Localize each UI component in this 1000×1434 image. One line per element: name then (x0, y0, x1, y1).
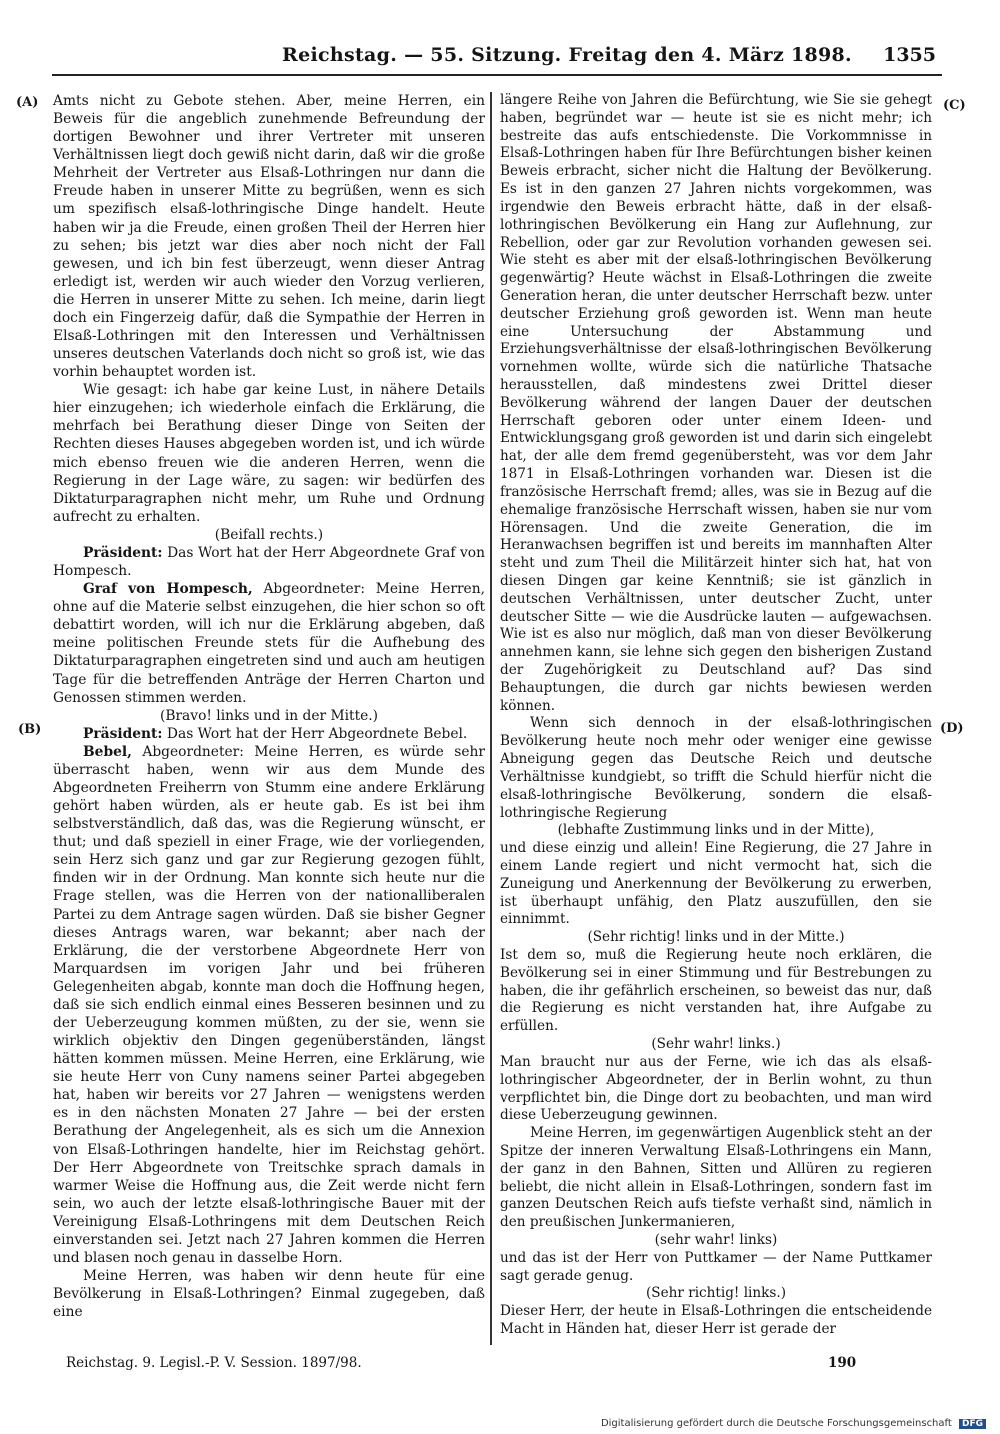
speech-text: Abgeordneter: Meine Herren, es würde sehr überrascht haben, wenn wir aus dem Munde des Abgeordneten Freiherrn von Stumm eine andere Erklärung gehört haben würden, als er heute gab. Es ist bei ihm selbstverständlich, daß das, was die Regierung wünscht, er thut; und daß speziell in einer Frage, wie der vorliegenden, sein Herz sich ganz und gar zur Regierung gezogen fühlt, finden wir in der Ordnung. Man konnte sich heute nur die Frage stellen, was die Herren von der nationalliberalen Partei zu dem Antrage sagen würden. Daß sie bisher Gegner dieses Antrags waren, war bekannt; aber nach der Erklärung, die der verstorbene Abgeordnete Herr von Marquardsen im vorigen Jahr und bei früheren Gelegenheiten abgab, konnte man doch die Hoffnung hegen, daß sie sich endlich einmal eines Besseren besinnen und zu der Ueberzeugung kommen müßten, zu der sie, wenn sie wirklich objektiv den Dingen gegenüberständen, längst hätten kommen müssen. Meine Herren, eine Erklärung, wie sie heute Herr von Cuny namens seiner Partei abgegeben hat, haben wir bereits vor 27 Jahren — wenigstens werden es in den nächsten Monaten 27 Jahre — bei der ersten Berathung der Angelegenheit, als es sich um die Annexion von Elsaß-Lothringen handelte, hier im Reichstag gehört. Der Herr Abgeordnete von Treitschke sprach damals in warmer Weise die Hoffnung aus, die Zeit werde nicht fern sein, wo auch der letzte elsaß-lothringische Bauer mit der Vereinigung Elsaß-Lothringens mit dem Deutschen Reich einverstanden sei. Jetzt nach 27 Jahren kommen die Herren und blasen noch genau in dasselbe Horn. (53, 743, 485, 1266)
body-paragraph: Wie gesagt: ich habe gar keine Lust, in nähere Details hier einzugehen; ich wiederhole einfach die Erklärung, die mehrfach bei Berathung dieser Dinge von Seiten der Rechten dieses Hauses abgegeben worden ist, und ich würde mich ebenso freuen wie die anderen Herren, wenn die Regierung in der Lage wäre, zu sagen: wir bedürfen des Diktaturparagraphen nicht mehr, um Ruhe und Ordnung aufrecht zu erhalten. (53, 382, 485, 525)
page-header (52, 40, 942, 76)
credit-text: Digitalisierung gefördert durch die Deutsche Forschungsgemeinschaft (600, 1418, 952, 1429)
body-paragraph: und das ist der Herr von Puttkamer — der Name Puttkamer sagt gerade genug. (500, 1249, 932, 1284)
speaker-paragraph (53, 580, 485, 707)
right-column (500, 92, 932, 1339)
interjection: (Sehr richtig! links und in der Mitte.) (587, 929, 845, 946)
margin-marker-c: (C) (943, 98, 966, 113)
speech-text: Das Wort hat der Herr Abgeordnete Bebel. (162, 725, 468, 742)
speech-text: Das Wort hat der Herr Abgeordnete Graf von Hompesch. (53, 544, 485, 580)
margin-marker-b: (B) (18, 722, 42, 737)
speaker-paragraph (53, 544, 485, 580)
body-paragraph: Wenn sich dennoch in der elsaß-lothringischen Bevölkerung heute noch mehr oder weniger eine gewisse Abneigung gegen das Deutsche Reich und deutsche Verhältnisse kundgiebt, so trifft die Schuld hierfür nicht die elsaß-lothringische Bevölkerung, sondern die elsaß-lothringische Regierung (500, 715, 932, 821)
speaker-paragraph (53, 725, 485, 743)
speaker-name: Bebel, (83, 743, 132, 760)
body-paragraph: Amts nicht zu Gebote stehen. Aber, meine Herren, ein Beweis für die angeblich zunehmende Befreundung der dortigen Bewohner und ihrer Vertreter mit unseren Verhältnissen liegt doch gewiß nicht darin, daß wir die große Mehrheit der Vertreter aus Elsaß-Lothringen nur dann die Freude haben in unserer Mitte zu begrüßen, wenn es sich um spezifisch elsaß-lothringische Dinge handelt. Heute haben wir ja die Freude, einen großen Theil der Herren hier zu sehen; bis jetzt war dies aber noch nicht der Fall gewesen, und ich bin fest überzeugt, wenn dieser Antrag erledigt ist, werden wir auch wieder den Vorzug verlieren, die Herren in unserer Mitte zu sehen. Ich meine, darin liegt doch ein Fingerzeig dafür, daß die Sympathie der Herren in Elsaß-Lothringen mit den Interessen und Verhältnissen unseres deutschen Vaterlands doch nicht so groß ist, wie das vorhin behauptet worden ist. (53, 93, 485, 381)
speaker-paragraph (53, 743, 485, 1267)
body-paragraph: Ist dem so, muß die Regierung heute noch erklären, die Bevölkerung sei in einer Stimmung und für Bestrebungen zu haben, die ihr gefährlich erscheinen, so beweist das nur, daß die Regierung es nicht verstanden hat, ihre Aufgabe zu erfüllen. (500, 947, 932, 1035)
footer-session-info: Reichstag. 9. Legisl.-P. V. Session. 1897/98. (66, 1355, 362, 1371)
footer-sheet-number: 190 (828, 1355, 857, 1371)
column-divider (490, 92, 492, 1345)
interjection: (Beifall rechts.) (214, 526, 324, 543)
margin-marker-a: (A) (16, 95, 39, 110)
interjection: (sehr wahr! links) (654, 1232, 778, 1248)
speaker-name: Präsident: (83, 544, 163, 561)
dfg-logo: DFG (959, 1419, 986, 1429)
interjection: (Sehr richtig! links.) (645, 1285, 787, 1302)
body-paragraph: Man braucht nur aus der Ferne, wie ich das als elsaß-lothringischer Abgeordneter, der in Berlin wohnt, zu thun verpflichtet bin, die Dinge dort zu beobachten, und man wird diese Ueberzeugung gewinnen. (500, 1053, 932, 1124)
page-number: 1355 (883, 44, 936, 66)
interjection: (Sehr wahr! links.) (651, 1036, 781, 1053)
margin-marker-d: (D) (940, 721, 964, 736)
interjection: (Bravo! links und in der Mitte.) (159, 707, 379, 724)
left-column (53, 92, 485, 1321)
speaker-name: Graf von Hompesch, (83, 581, 253, 598)
header-title: Reichstag. — 55. Sitzung. Freitag den 4. März 1898. (282, 44, 852, 66)
speech-text: Abgeordneter: Meine Herren, ohne auf die Materie selbst einzugehen, die hier schon so oft debattirt worden, will ich nur die Erklärung abgeben, daß meine politischen Freunde stets für die Aufhebung des Diktaturparagraphen eingetreten sind und auch am heutigen Tage für die betreffenden Anträge der Herren Charton und Genossen stimmen werden. (53, 581, 485, 706)
body-paragraph: längere Reihe von Jahren die Befürchtung, wie Sie sie gehegt haben, begründet war — heute ist sie es nicht mehr; ich bestreite das aufs entschiedenste. Die Vorkommnisse in Elsaß-Lothringen haben für Ihre Befürchtungen bisher keinen Beweis erbracht, sicher nicht die Haltung der Bevölkerung. Es ist in den ganzen 27 Jahren nichts vorgekommen, was irgendwie den Beweis erbracht hätte, daß in der elsaß-lothringischen Bevölkerung ein Hang zur Auflehnung, zur Rebellion, oder gar zur Revolution vorhanden gewesen sei. Wie steht es aber mit der elsaß-lothringischen Bevölkerung gegenwärtig? Heute wächst in Elsaß-Lothringen die zweite Generation heran, die unter deutscher Herrschaft bezw. unter deutscher Erziehung groß geworden ist. Wenn man heute eine Untersuchung der Abstammung und Erziehungsverhältnisse der elsaß-lothringischen Bevölkerung vornehmen wollte, würde sich die natürliche Thatsache herausstellen, daß mindestens zwei Drittel dieser Bevölkerung während der langen Dauer der deutschen Herrschaft geboren oder unter einem Ideen- und Entwicklungsgang groß geworden ist und darin sich eingelebt hat, der alle dem fremd gegenübersteht, was vor dem Jahr 1871 in Elsaß-Lothringen vorhanden war. Diesen ist die französische Herrschaft fremd; alles, was sie in Bezug auf die ehemalige französische Herrschaft wissen, haben sie nur vom Hörensagen. Und die zweite Generation, die im Heranwachsen begriffen ist und bereits im mannhaften Alter steht und zum Theil die Militärzeit hinter sich hat, hat von diesen Dingen gar keine Kenntniß; sie ist gänzlich in deutschen Verhältnissen, unter deutscher Zucht, unter deutscher Sitte — wie die Ausdrücke lauten — aufgewachsen. Wie ist es also nur möglich, daß man von dieser Bevölkerung annehmen kann, sie lehne sich gegen den bisherigen Zustand der Zugehörigkeit zu Deutschland auf? Das sind Behauptungen, die durch gar nichts bewiesen werden können. (500, 92, 932, 714)
speaker-name: Präsident: (83, 725, 163, 742)
interjection: (lebhafte Zustimmung links und in der Mitte), (557, 822, 875, 839)
body-paragraph: und diese einzig und allein! Eine Regierung, die 27 Jahre in einem Lande regiert und nicht vermocht hat, sich die Zuneigung und Anerkennung der Bevölkerung zu erwerben, ist überhaupt unfähig, den Platz auszufüllen, den sie einnimmt. (500, 840, 932, 928)
digitization-credit (601, 1418, 986, 1429)
body-paragraph: Meine Herren, im gegenwärtigen Augenblick steht an der Spitze der inneren Verwaltung Elsaß-Lothringens ein Mann, der ganz in den Bahnen, Sitten und Allüren zu regieren beliebt, die nicht allein in Elsaß-Lothringen, sondern fast im ganzen Deutschen Reich aufs tiefste verhaßt sind, nämlich in den preußischen Junkermanieren, (500, 1125, 932, 1231)
body-paragraph: Meine Herren, was haben wir denn heute für eine Bevölkerung in Elsaß-Lothringen? Einmal zugegeben, daß eine (53, 1268, 485, 1321)
body-paragraph: Dieser Herr, der heute in Elsaß-Lothringen die entscheidende Macht in Händen hat, dieser Herr ist gerade der (500, 1303, 932, 1338)
